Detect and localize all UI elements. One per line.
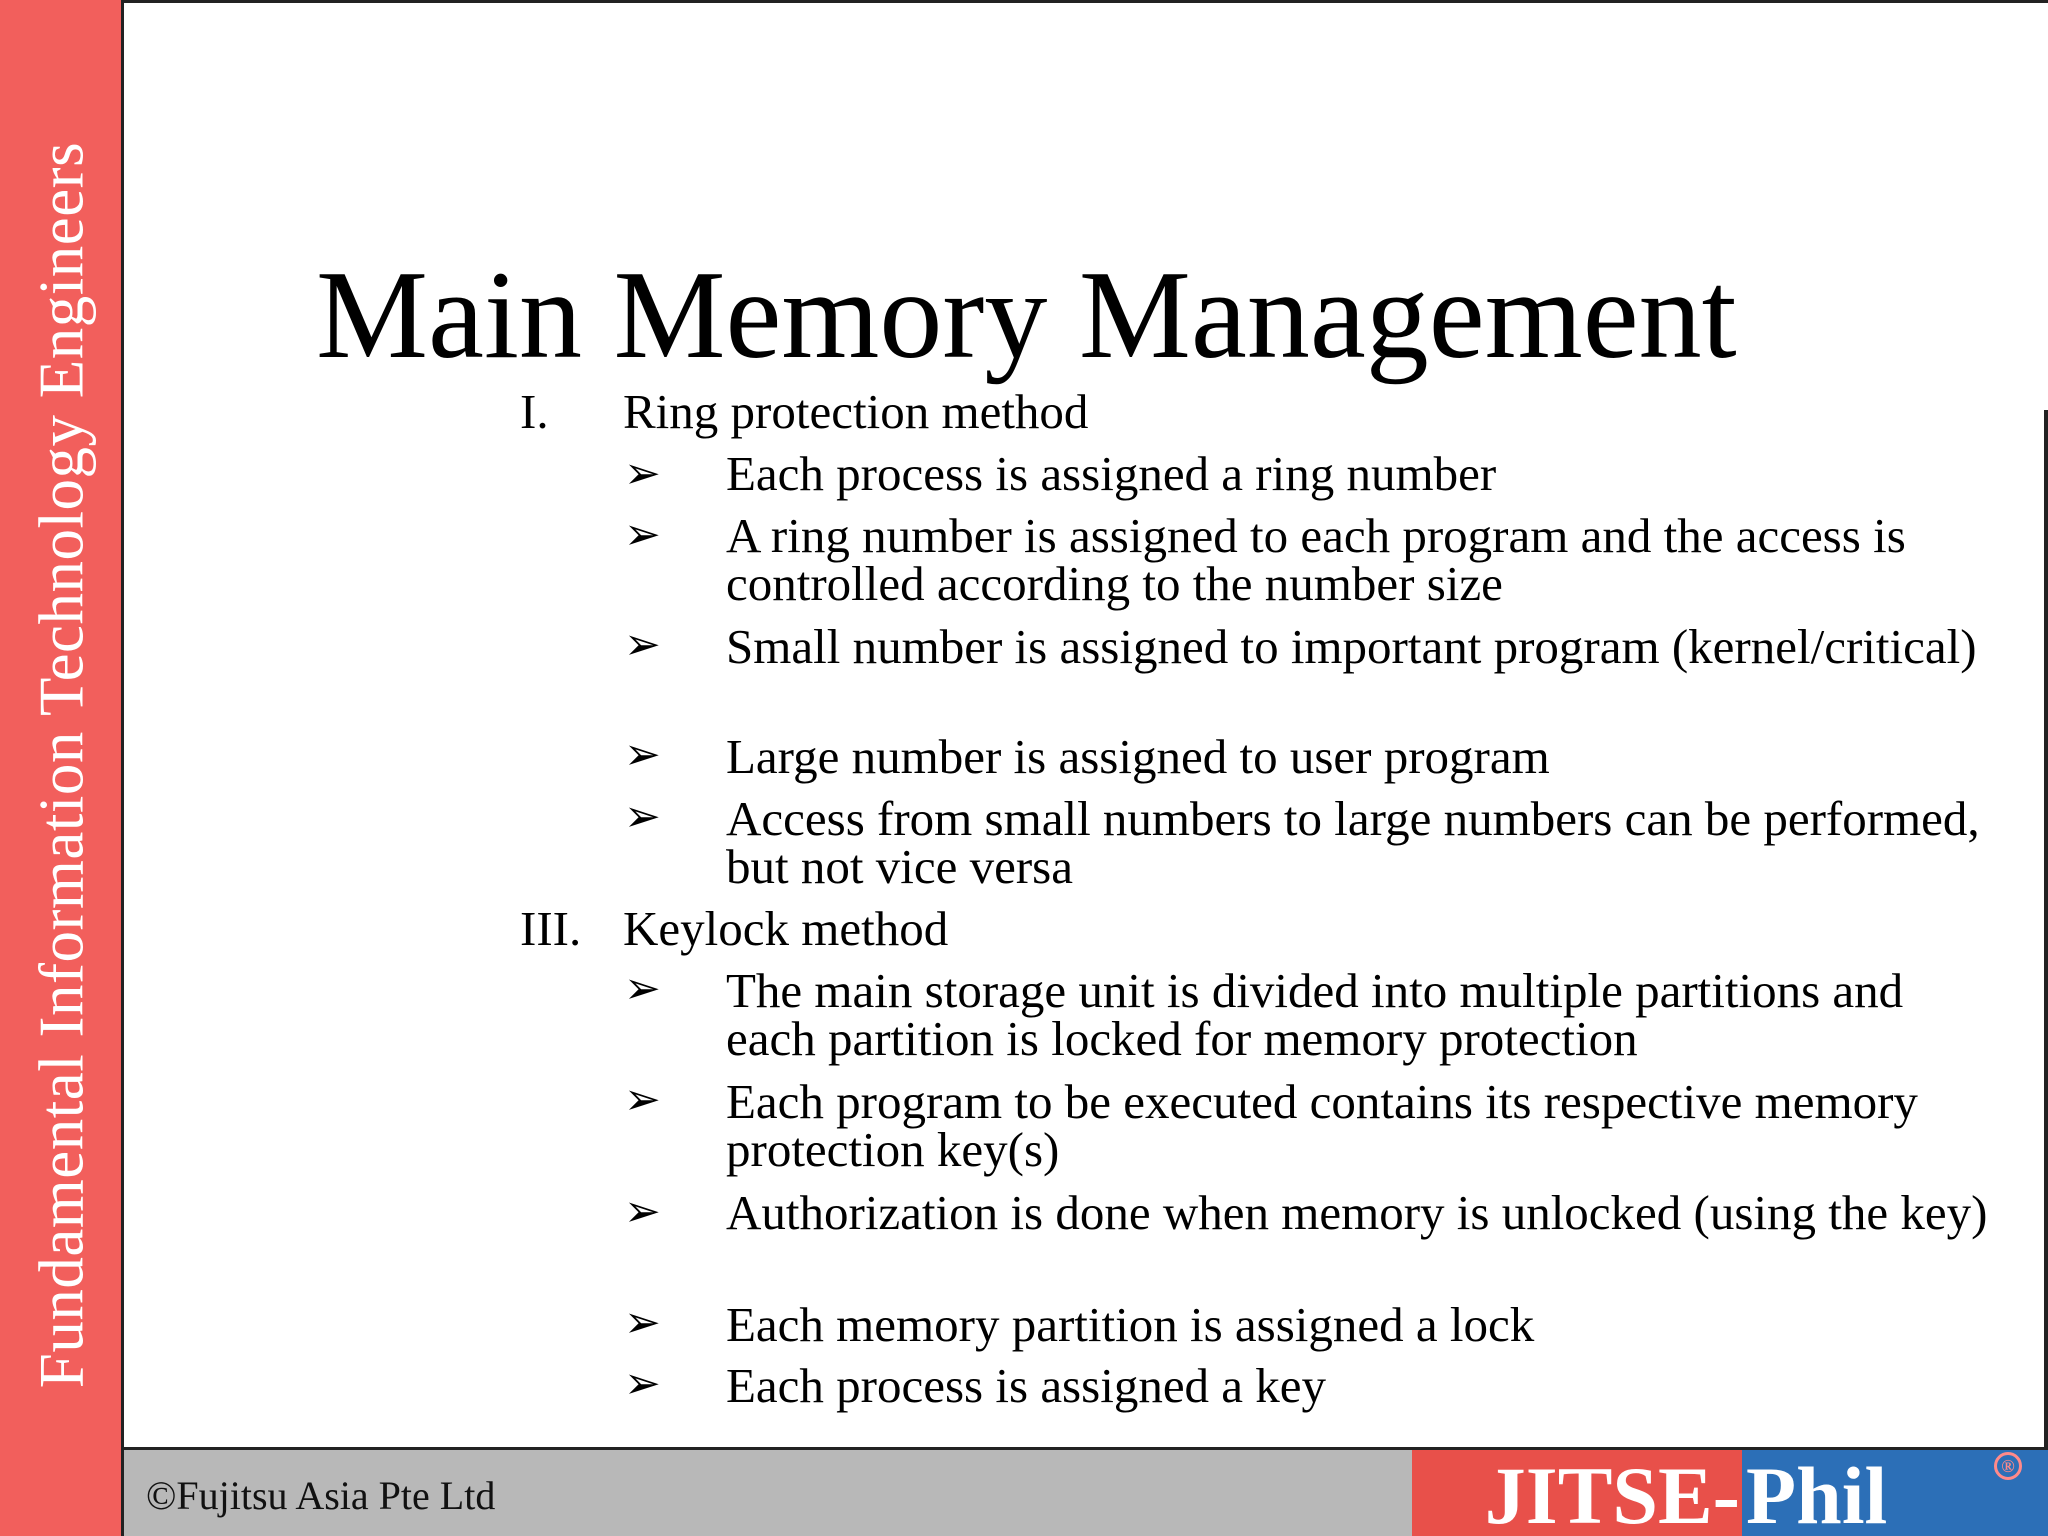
section-number: I.	[520, 384, 549, 439]
logo-text-right	[1742, 1450, 2048, 1536]
bullet-arrow-icon: ➢	[624, 1298, 661, 1347]
bullet-arrow-icon: ➢	[624, 792, 661, 841]
bullet-item: Each process is assigned a key	[726, 1358, 1327, 1413]
bullet-arrow-icon: ➢	[624, 449, 661, 498]
logo-text-left: JITSE-	[1412, 1450, 1742, 1536]
footer-bar	[124, 1447, 2048, 1536]
bullet-arrow-icon: ➢	[624, 1359, 661, 1408]
bullet-item: A ring number is assigned to each program and the access is controlled according to the number size	[726, 508, 1906, 611]
logo-text-phil: Phil	[1746, 1450, 1888, 1536]
sidebar-band	[0, 0, 124, 1536]
bullet-arrow-icon: ➢	[624, 964, 661, 1013]
section-number: III.	[520, 901, 582, 956]
bullet-arrow-icon: ➢	[624, 510, 661, 559]
bullet-item: Access from small numbers to large numbers can be performed, but not vice versa	[726, 791, 1980, 894]
bullet-item: Each program to be executed contains its respective memory protection key(s)	[726, 1074, 1918, 1177]
bullet-arrow-icon: ➢	[624, 730, 661, 779]
sidebar-vertical-text: Fundamental Information Technology Engineers	[26, 141, 97, 1389]
bullet-arrow-icon: ➢	[624, 1187, 661, 1236]
bullet-item: Large number is assigned to user program	[726, 729, 1550, 784]
bullet-arrow-icon: ➢	[624, 1075, 661, 1124]
bullet-item: Each process is assigned a ring number	[726, 446, 1497, 501]
bullet-item: Authorization is done when memory is unlocked (using the key)	[726, 1185, 1988, 1240]
section-heading: Ring protection method	[623, 384, 1089, 439]
top-border	[124, 0, 2048, 3]
right-border	[2044, 410, 2048, 1450]
registered-mark-icon: ®	[1994, 1452, 2022, 1480]
bullet-item: The main storage unit is divided into multiple partitions and each partition is locked for memory protection	[726, 963, 1904, 1066]
copyright-text: ©Fujitsu Asia Pte Ltd	[146, 1473, 496, 1518]
bullet-arrow-icon: ➢	[624, 620, 661, 669]
jitse-phil-logo	[1412, 1450, 2048, 1536]
bullet-item: Small number is assigned to important program (kernel/critical)	[726, 619, 1977, 674]
slide-title: Main Memory Management	[316, 246, 1737, 385]
bullet-item: Each memory partition is assigned a lock	[726, 1297, 1535, 1352]
section-heading: Keylock method	[623, 901, 949, 956]
